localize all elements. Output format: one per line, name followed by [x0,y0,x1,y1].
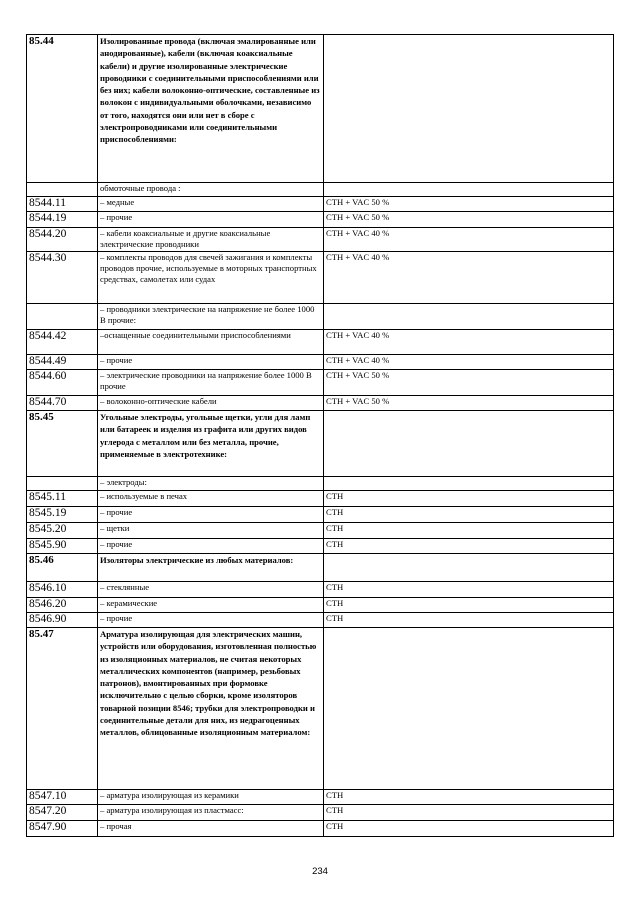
tariff-code-text: 85.45 [29,411,54,423]
duty-rule-text: CTH [326,821,344,831]
duty-rule-text: CTH + VAC 50 % [326,370,390,380]
duty-rule-text: CTH + VAC 40 % [326,252,390,262]
duty-rule-text: CTH [326,523,344,533]
table-row [27,197,614,212]
description-text: обмоточные провода : [100,183,181,193]
table-row [27,507,614,523]
description-cell [98,228,324,252]
duty-rule-text: CTH [326,582,344,592]
tariff-code-text: 8547.20 [29,805,67,817]
duty-rule-cell [324,805,614,821]
description-cell [98,477,324,491]
table-row [27,228,614,252]
table-row [27,523,614,539]
description-cell [98,790,324,805]
duty-rule-cell [324,821,614,837]
heading-row [27,411,614,477]
tariff-code-text: 8544.20 [29,228,67,240]
duty-rule-cell [324,197,614,212]
duty-rule-cell [324,35,614,183]
description-text: –оснащенные соединительными приспособлениями [100,330,291,340]
table-row [27,598,614,613]
duty-rule-cell [324,582,614,598]
duty-rule-text: CTH [326,805,344,815]
description-text: – волоконно-оптические кабели [100,396,217,406]
description-text: – стеклянные [100,582,150,592]
tariff-code-text: 8544.70 [29,396,67,408]
table-row [27,821,614,837]
duty-rule-cell [324,252,614,304]
duty-rule-text: CTH [326,539,344,549]
tariff-code-cell [27,582,98,598]
tariff-code-cell [27,330,98,355]
duty-rule-cell [324,355,614,370]
tariff-code-cell [27,598,98,613]
tariff-code-cell [27,183,98,197]
tariff-code-text: 8544.42 [29,330,67,342]
page-number: 234 [312,866,328,877]
description-text: – комплекты проводов для свечей зажигания и комплекты проводов прочие, используемые в моторных транспортных средствах, самолетах или судах [100,252,317,284]
duty-rule-text: CTH + VAC 40 % [326,355,390,365]
tariff-code-text: 8545.90 [29,539,67,551]
duty-rule-cell [324,396,614,411]
tariff-code-text: 8544.19 [29,212,67,224]
heading-row [27,628,614,790]
tariff-code-cell [27,790,98,805]
description-text: Угольные электроды, угольные щетки, угли для ламп или батареек и изделия из графита или других видов углерода с металлом или без металла, прочие, применяемые в электротехнике: [100,412,311,459]
tariff-code-text: 8544.30 [29,252,67,264]
tariff-code-text: 8547.90 [29,821,67,833]
tariff-code-cell [27,35,98,183]
tariff-code-text: 85.47 [29,628,54,640]
description-text: – прочие [100,539,133,549]
description-text: – щетки [100,523,130,533]
description-cell [98,330,324,355]
description-cell [98,821,324,837]
table-row [27,252,614,304]
description-text: – прочие [100,507,133,517]
duty-rule-text: CTH [326,507,344,517]
duty-rule-cell [324,212,614,228]
description-text: – арматура изолирующая из керамики [100,790,239,800]
duty-rule-cell [324,370,614,396]
table-row [27,355,614,370]
tariff-code-cell [27,212,98,228]
tariff-code-cell [27,523,98,539]
duty-rule-cell [324,330,614,355]
duty-rule-text: CTH + VAC 50 % [326,197,390,207]
tariff-code-cell [27,821,98,837]
description-text: – кабели коаксиальные и другие коаксиальные электрические проводники [100,228,271,249]
tariff-code-text: 85.44 [29,35,54,47]
table-row [27,539,614,554]
duty-rule-cell [324,411,614,477]
description-text: Арматура изолирующая для электрических машин, устройств или оборудования, изготовленная полностью из изоляционных материалов, не считая некоторых металлических компонентов (например, резьбовых патронов), вмонтированных при формовке исключительно с целью сборки, кроме изоляторов товарной позиции 8546; трубки для электропроводки и соединительные детали для них, из недрагоценных металлов, облицованные изоляционным материалом: [100,629,317,738]
duty-rule-cell [324,507,614,523]
duty-rule-cell [324,183,614,197]
description-cell [98,370,324,396]
table-row [27,805,614,821]
tariff-table [26,34,614,837]
table-row [27,183,614,197]
duty-rule-cell [324,228,614,252]
duty-rule-text: CTH + VAC 40 % [326,330,390,340]
description-text: – прочие [100,212,133,222]
duty-rule-cell [324,598,614,613]
description-cell [98,304,324,330]
tariff-code-text: 8544.49 [29,355,67,367]
tariff-code-text: 8545.20 [29,523,67,535]
tariff-code-cell [27,396,98,411]
description-cell [98,212,324,228]
duty-rule-cell [324,790,614,805]
tariff-code-cell [27,411,98,477]
duty-rule-cell [324,613,614,628]
tariff-code-cell [27,355,98,370]
duty-rule-cell [324,628,614,790]
tariff-code-cell [27,252,98,304]
description-cell [98,252,324,304]
description-text: – прочие [100,355,133,365]
description-text: – используемые в печах [100,491,188,501]
tariff-code-text: 8545.19 [29,507,67,519]
description-cell [98,411,324,477]
duty-rule-cell [324,491,614,507]
table-row [27,370,614,396]
tariff-code-cell [27,304,98,330]
description-cell [98,523,324,539]
description-text: Изолированные провода (включая эмалированные или анодированные), кабели (включая коаксиальные кабели) и другие изолированные электрические проводники с соединительными приспособлениями или без них; кабели волоконно-оптические, составленные из волокон с индивидуальными оболочками, независимо от того, находятся они или нет в сборе с электропроводниками или соединительными приспособлениями: [100,36,320,145]
tariff-code-text: 8545.11 [29,491,66,503]
description-cell [98,613,324,628]
tariff-code-cell [27,805,98,821]
description-text: – керамические [100,598,158,608]
table-row [27,491,614,507]
description-text: – проводники электрические на напряжение не более 1000 В прочие: [100,304,315,325]
description-text: – электрические проводники на напряжение более 1000 В прочие [100,370,312,391]
table-row [27,396,614,411]
tariff-code-text: 8544.60 [29,370,67,382]
table-row [27,212,614,228]
duty-rule-cell [324,477,614,491]
heading-row [27,35,614,183]
tariff-code-text: 8544.11 [29,197,66,209]
duty-rule-text: CTH + VAC 40 % [326,228,390,238]
tariff-code-text: 85.46 [29,554,54,566]
tariff-code-text: 8546.90 [29,613,67,625]
description-cell [98,183,324,197]
table-body [27,35,614,837]
heading-row [27,554,614,582]
description-cell [98,805,324,821]
description-text: – медные [100,197,135,207]
tariff-code-text: 8546.20 [29,598,67,610]
tariff-code-cell [27,507,98,523]
description-cell [98,355,324,370]
table-row [27,330,614,355]
tariff-code-cell [27,370,98,396]
description-cell [98,197,324,212]
description-cell [98,491,324,507]
tariff-code-cell [27,613,98,628]
tariff-code-text: 8546.10 [29,582,67,594]
description-cell [98,396,324,411]
tariff-code-cell [27,539,98,554]
duty-rule-text: CTH + VAC 50 % [326,212,390,222]
description-text: Изоляторы электрические из любых материалов: [100,555,294,565]
duty-rule-cell [324,539,614,554]
description-text: – прочие [100,613,133,623]
tariff-code-cell [27,197,98,212]
description-text: – арматура изолирующая из пластмасс: [100,805,244,815]
duty-rule-cell [324,304,614,330]
tariff-code-cell [27,554,98,582]
duty-rule-text: CTH [326,598,344,608]
table-row [27,477,614,491]
table-row [27,790,614,805]
description-cell [98,582,324,598]
description-cell [98,598,324,613]
tariff-code-text: 8547.10 [29,790,67,802]
table-row [27,304,614,330]
description-text: – прочая [100,821,132,831]
tariff-code-cell [27,477,98,491]
duty-rule-text: CTH [326,613,344,623]
duty-rule-text: CTH + VAC 50 % [326,396,390,406]
duty-rule-text: CTH [326,790,344,800]
duty-rule-text: CTH [326,491,344,501]
description-cell [98,35,324,183]
tariff-code-cell [27,228,98,252]
table-row [27,613,614,628]
description-text: – электроды: [100,477,147,487]
description-cell [98,539,324,554]
duty-rule-cell [324,523,614,539]
duty-rule-cell [324,554,614,582]
description-cell [98,554,324,582]
description-cell [98,628,324,790]
tariff-code-cell [27,628,98,790]
table-row [27,582,614,598]
description-cell [98,507,324,523]
tariff-code-cell [27,491,98,507]
